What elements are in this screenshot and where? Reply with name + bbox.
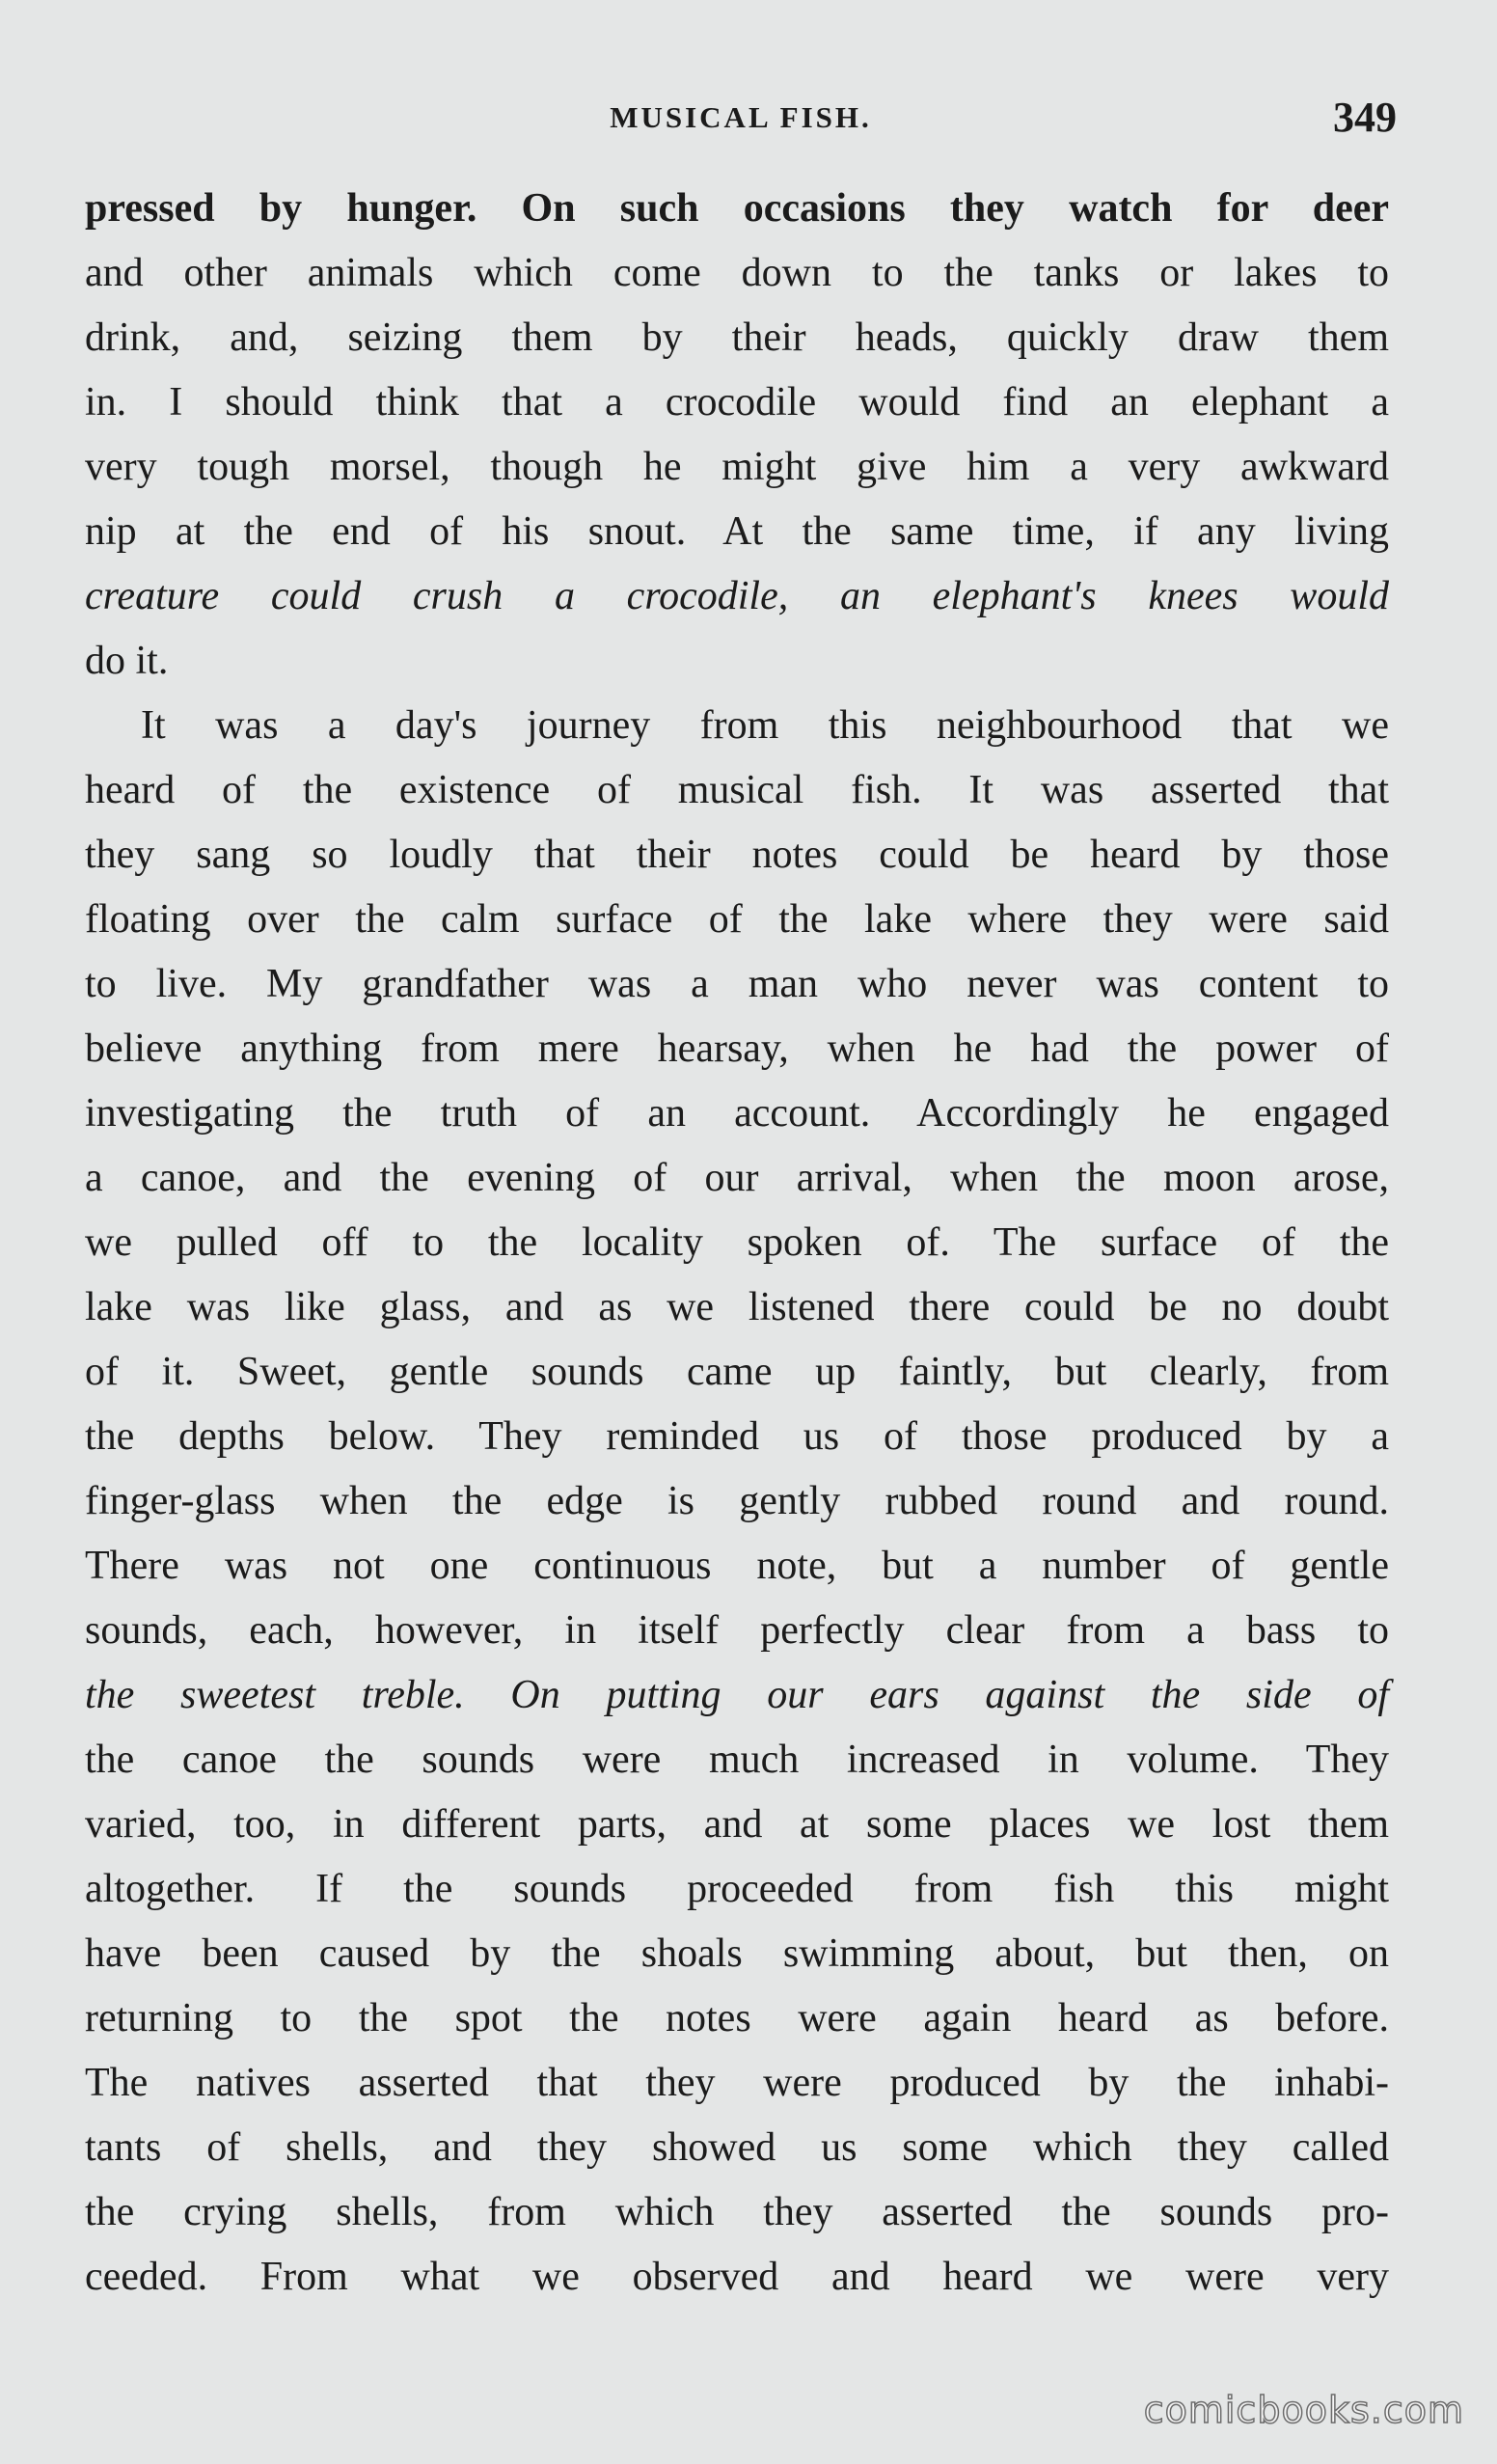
text-line: heard of the existence of musical fish. It was asserted that <box>85 768 1389 812</box>
text-line: tants of shells, and they showed us some which they called <box>85 2125 1389 2170</box>
text-line: creature could crush a crocodile, an elephant's knees would <box>85 574 1389 618</box>
text-line: floating over the calm surface of the lake where they were said <box>85 897 1389 942</box>
text-line: investigating the truth of an account. Accordingly he engaged <box>85 1091 1389 1136</box>
text-line: to live. My grandfather was a man who never was content to <box>85 962 1389 1006</box>
text-line: It was a day's journey from this neighbourhood that we <box>141 703 1389 748</box>
text-line: very tough morsel, though he might give him a very awkward <box>85 445 1389 489</box>
text-line: The natives asserted that they were produced by the inhabi- <box>85 2061 1389 2105</box>
text-line: altogether. If the sounds proceeded from fish this might <box>85 1867 1389 1911</box>
text-line: the crying shells, from which they asserted the sounds pro- <box>85 2190 1389 2234</box>
text-line: varied, too, in different parts, and at some places we lost them <box>85 1802 1389 1847</box>
text-line: There was not one continuous note, but a number of gentle <box>85 1544 1389 1588</box>
text-line: believe anything from mere hearsay, when he had the power of <box>85 1027 1389 1071</box>
text-line: have been caused by the shoals swimming about, but then, on <box>85 1931 1389 1976</box>
text-line: the depths below. They reminded us of those produced by a <box>85 1414 1389 1459</box>
text-line: a canoe, and the evening of our arrival, when the moon arose, <box>85 1156 1389 1200</box>
text-line: nip at the end of his snout. At the same time, if any living <box>85 509 1389 554</box>
page-number: 349 <box>1333 94 1397 141</box>
text-line: do it. <box>85 639 169 683</box>
text-line: of it. Sweet, gentle sounds came up faintly, but clearly, from <box>85 1350 1389 1394</box>
text-line: in. I should think that a crocodile would find an elephant a <box>85 380 1389 424</box>
text-line: lake was like glass, and as we listened there could be no doubt <box>85 1285 1389 1329</box>
text-line: the canoe the sounds were much increased in volume. They <box>85 1738 1389 1782</box>
text-line: drink, and, seizing them by their heads, quickly draw them <box>85 315 1389 360</box>
text-line: pressed by hunger. On such occasions they watch for deer <box>85 186 1389 231</box>
text-line: the sweetest treble. On putting our ears against the side of <box>85 1673 1389 1717</box>
text-line: sounds, each, however, in itself perfectly clear from a bass to <box>85 1608 1389 1653</box>
running-head <box>85 93 1397 141</box>
text-line: ceeded. From what we observed and heard we were very <box>85 2255 1389 2299</box>
running-title: MUSICAL FISH. <box>610 100 872 134</box>
text-line: finger-glass when the edge is gently rubbed round and round. <box>85 1479 1389 1523</box>
text-line: we pulled off to the locality spoken of. The surface of the <box>85 1220 1389 1265</box>
text-line: and other animals which come down to the tanks or lakes to <box>85 251 1389 295</box>
body-text <box>85 177 1389 2310</box>
text-line: returning to the spot the notes were again heard as before. <box>85 1996 1389 2040</box>
text-line: they sang so loudly that their notes could be heard by those <box>85 833 1389 877</box>
watermark-logo: comicbooks.com <box>1143 2389 1464 2431</box>
